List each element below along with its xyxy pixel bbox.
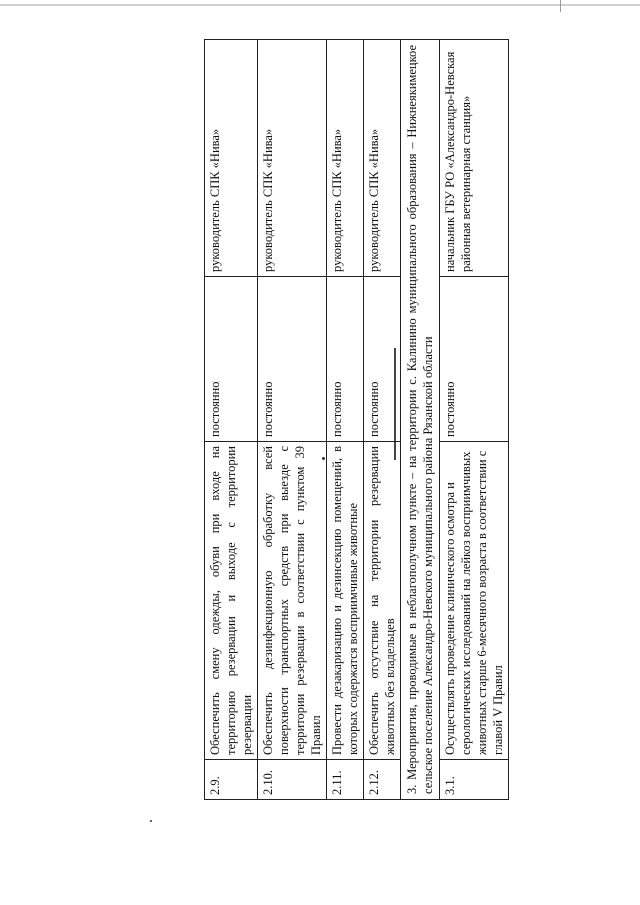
term-cell: постоянно [364, 277, 401, 442]
row-number: 2.10. [258, 760, 327, 800]
table-row [364, 40, 401, 800]
table-row [205, 40, 258, 800]
responsible-cell: руководитель СПК «Нива» [327, 40, 364, 277]
table-row [327, 40, 364, 800]
ink-dot [150, 820, 152, 822]
section-heading: 3. Мероприятия, проводимые в неблагополучном пункте – на территории с. Калинино муниципального образования – Нижнеякимецкое сельское поселение Александро-Невского муниципального района Рязанской области [401, 40, 440, 800]
responsible-cell: руководитель СПК «Нива» [205, 40, 258, 277]
table-row [440, 40, 509, 800]
measure-text: Обеспечить отсутствие на территории резервации животных без владельцев [364, 442, 401, 760]
scan-mark [560, 0, 561, 12]
measure-text: Провести дезакаризацию и дезинсекцию помещений, в которых содержатся восприимчивые животные [327, 442, 364, 760]
row-number: 2.9. [205, 760, 258, 800]
scan-edge [0, 4, 640, 6]
row-number: 2.11. [327, 760, 364, 800]
responsible-cell: начальник ГБУ РО «Александро-Невская районная ветеринарная станция» [440, 40, 509, 277]
measures-table [204, 39, 509, 800]
measure-text: Осуществлять проведение клинического осмотра и серологических исследований на лейкоз восприимчивых животных старше 6-месячного возраста в соответствии с главой V Правил [440, 442, 509, 760]
row-number: 2.12. [364, 760, 401, 800]
measure-text: Обеспечить дезинфекционную обработку всей поверхности транспортных средств при выезде с территории резервации в соответствии с пунктом 39 Правил [258, 442, 327, 760]
table-row [258, 40, 327, 800]
term-cell: постоянно [440, 277, 509, 442]
rotated-document-page [204, 40, 505, 800]
responsible-cell: руководитель СПК «Нива» [258, 40, 327, 277]
term-cell: постоянно [327, 277, 364, 442]
term-cell: постоянно [205, 277, 258, 442]
term-cell: постоянно [258, 277, 327, 442]
responsible-cell: руководитель СПК «Нива» [364, 40, 401, 277]
measure-text: Обеспечить смену одежды, обуви при входе на территорию резервации и выходе с территории резервации [205, 442, 258, 760]
row-number: 3.1. [440, 760, 509, 800]
section-heading-row [401, 40, 440, 800]
